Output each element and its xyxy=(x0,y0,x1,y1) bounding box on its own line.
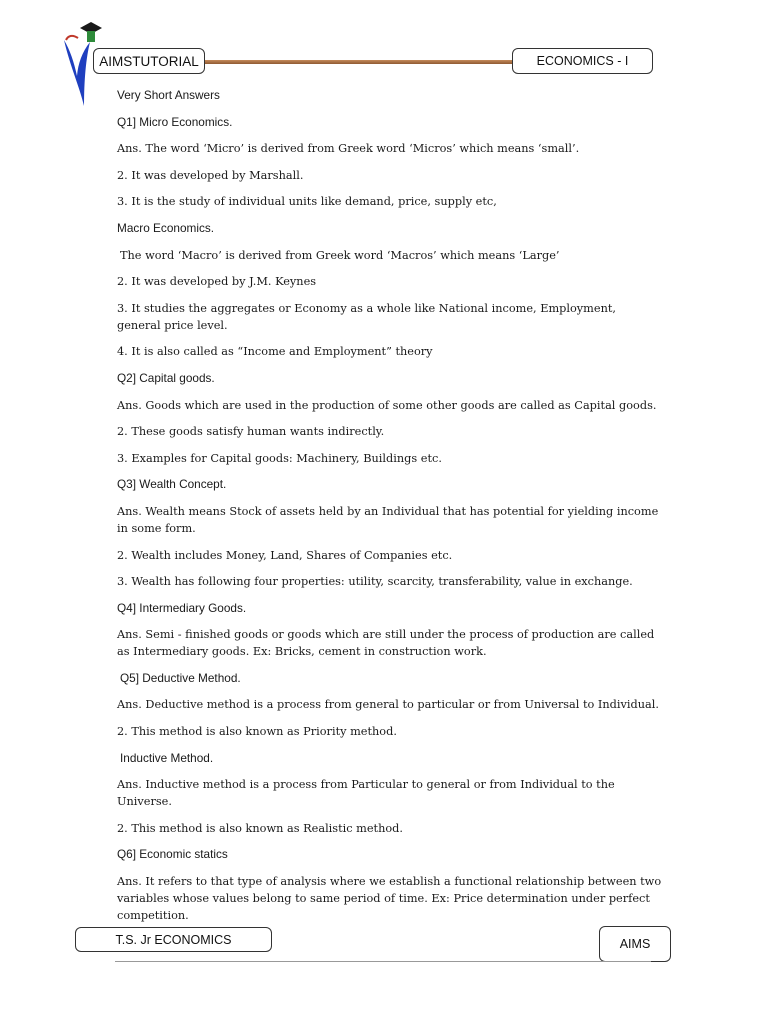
paragraph: 2. This method is also known as Realistic method. xyxy=(117,821,403,835)
paragraph: Ans. Inductive method is a process from Particular to general or from Individual to the Universe. xyxy=(117,778,615,809)
section-heading: Q4] Intermediary Goods. xyxy=(117,600,247,615)
paragraph: 3. Wealth has following four properties: utility, scarcity, transferability, value in exchange. xyxy=(117,575,633,589)
paragraph: 2. It was developed by Marshall. xyxy=(117,168,304,182)
brand-label: AIMSTUTORIAL xyxy=(93,48,205,74)
header-divider xyxy=(205,60,512,64)
paragraph: 2. Wealth includes Money, Land, Shares of Companies etc. xyxy=(117,548,453,562)
paragraph: Ans. Wealth means Stock of assets held by an Individual that has potential for yielding income in some form. xyxy=(117,504,659,535)
paragraph: 3. It is the study of individual units like demand, price, supply etc, xyxy=(117,195,497,209)
document-body xyxy=(117,87,662,934)
section-heading: Inductive Method. xyxy=(120,750,214,765)
section-heading: Q6] Economic statics xyxy=(117,847,228,862)
paragraph: 2. This method is also known as Priority method. xyxy=(117,725,397,739)
footer-divider xyxy=(115,961,651,962)
paragraph: Ans. Goods which are used in the production of some other goods are called as Capital goods. xyxy=(117,398,657,412)
section-heading: Q1] Micro Economics. xyxy=(117,114,233,129)
section-heading: Very Short Answers xyxy=(117,88,220,102)
paragraph: Ans. It refers to that type of analysis where we establish a functional relationship between two variables whose values belong to same period of time. Ex: Price determination under perfect competition. xyxy=(117,875,662,923)
paragraph: 3. It studies the aggregates or Economy as a whole like National income, Employment, general price level. xyxy=(117,301,616,332)
paragraph: 3. Examples for Capital goods: Machinery, Buildings etc. xyxy=(117,451,442,465)
section-heading: Q3] Wealth Concept. xyxy=(117,477,227,492)
subject-label: ECONOMICS - I xyxy=(512,48,653,74)
section-heading: Macro Economics. xyxy=(117,220,215,235)
paragraph: Ans. The word ‘Micro’ is derived from Greek word ‘Micros’ which means ‘small’. xyxy=(117,142,580,156)
section-heading: Q5] Deductive Method. xyxy=(120,670,241,685)
paragraph: Ans. Deductive method is a process from general to particular or from Universal to Individual. xyxy=(117,698,659,712)
footer-course-label: T.S. Jr ECONOMICS xyxy=(75,927,272,952)
paragraph: The word ‘Macro’ is derived from Greek word ‘Macros’ which means ‘Large’ xyxy=(120,248,560,262)
paragraph: 2. It was developed by J.M. Keynes xyxy=(117,275,317,289)
paragraph: Ans. Semi - finished goods or goods which are still under the process of production are called as Intermediary goods. Ex: Bricks, cement in construction work. xyxy=(117,628,655,659)
footer-brand-label: AIMS xyxy=(599,926,671,962)
section-heading: Q2] Capital goods. xyxy=(117,370,215,385)
paragraph: 2. These goods satisfy human wants indirectly. xyxy=(117,425,385,439)
paragraph: 4. It is also called as “Income and Employment” theory xyxy=(117,345,433,359)
